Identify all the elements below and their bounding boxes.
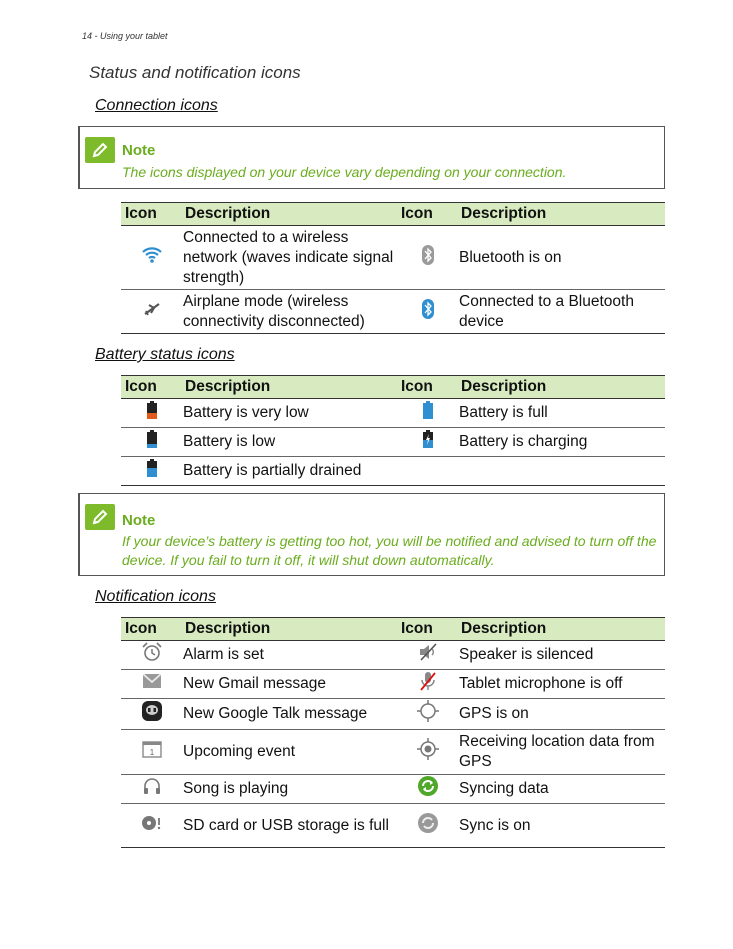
syncing-icon xyxy=(417,775,439,803)
table-row xyxy=(121,290,665,334)
description-cell: Alarm is set xyxy=(181,641,397,670)
svg-text:1: 1 xyxy=(149,748,155,757)
description-cell: Syncing data xyxy=(457,775,665,804)
description-cell: Sync is on xyxy=(457,804,665,848)
connection-heading: Connection icons xyxy=(95,97,218,114)
sync-on-icon xyxy=(417,812,439,840)
note-text: If your device’s battery is getting too hot, you will be notified and advised to turn off the device. If you fail to turn it off, it will shut down automatically. xyxy=(122,533,657,568)
battery-very-low-icon xyxy=(147,401,157,425)
battery-low-icon xyxy=(147,430,157,454)
description-cell: Tablet microphone is off xyxy=(457,670,665,699)
header-icon: Icon xyxy=(121,376,181,399)
header-description: Description xyxy=(457,376,665,399)
header-icon: Icon xyxy=(397,618,457,641)
alarm-icon xyxy=(141,642,163,668)
description-cell: Bluetooth is on xyxy=(457,226,665,290)
google-talk-icon xyxy=(141,700,163,728)
description-cell: New Google Talk message xyxy=(181,699,397,730)
description-cell: Connected to a wireless network (waves indicate signal strength) xyxy=(181,226,397,290)
header-icon: Icon xyxy=(397,203,457,226)
description-cell: Receiving location data from GPS xyxy=(457,730,665,775)
table-header-row xyxy=(121,618,665,641)
airplane-icon xyxy=(143,300,161,324)
table-header-row xyxy=(121,376,665,399)
description-cell: Airplane mode (wireless connectivity disconnected) xyxy=(181,290,397,334)
note-title: Note xyxy=(122,512,156,529)
table-row xyxy=(121,428,665,457)
table-row xyxy=(121,399,665,428)
header-description: Description xyxy=(457,618,665,641)
battery-charging-icon xyxy=(423,430,433,454)
microphone-off-icon xyxy=(419,670,437,698)
battery-heading: Battery status icons xyxy=(95,346,235,363)
header-description: Description xyxy=(181,376,397,399)
calendar-icon xyxy=(142,740,162,764)
notification-table xyxy=(121,617,665,848)
sd-card-full-icon xyxy=(140,813,164,839)
headphones-icon xyxy=(142,776,162,802)
notification-heading: Notification icons xyxy=(95,588,216,605)
header-description: Description xyxy=(457,203,665,226)
connection-table xyxy=(121,202,665,334)
description-cell: Upcoming event xyxy=(181,730,397,775)
description-cell: Connected to a Bluetooth device xyxy=(457,290,665,334)
gps-receiving-icon xyxy=(416,737,440,767)
header-description: Description xyxy=(181,203,397,226)
table-row xyxy=(121,804,665,848)
description-cell: Song is playing xyxy=(181,775,397,804)
description-cell: Battery is partially drained xyxy=(181,457,397,486)
header-description: Description xyxy=(181,618,397,641)
speaker-silenced-icon xyxy=(417,642,439,668)
description-cell: Battery is very low xyxy=(181,399,397,428)
table-row xyxy=(121,730,665,775)
bluetooth-icon xyxy=(421,244,435,272)
description-cell: Battery is low xyxy=(181,428,397,457)
description-cell: Battery is full xyxy=(457,399,665,428)
table-row xyxy=(121,775,665,804)
table-header-row xyxy=(121,203,665,226)
table-row xyxy=(121,226,665,290)
note-title: Note xyxy=(122,142,156,159)
gps-on-icon xyxy=(416,699,440,729)
table-row xyxy=(121,699,665,730)
description-cell: SD card or USB storage is full xyxy=(181,804,397,848)
description-cell: New Gmail message xyxy=(181,670,397,699)
table-row xyxy=(121,457,665,486)
description-cell: Battery is charging xyxy=(457,428,665,457)
gmail-icon xyxy=(142,673,162,695)
running-head: 14 - Using your tablet xyxy=(82,31,168,41)
description-cell: GPS is on xyxy=(457,699,665,730)
bluetooth-connected-icon xyxy=(421,298,435,326)
description-cell: Speaker is silenced xyxy=(457,641,665,670)
battery-note xyxy=(78,493,665,576)
note-pencil-icon xyxy=(85,504,115,530)
battery-full-icon xyxy=(423,401,433,425)
header-icon: Icon xyxy=(121,618,181,641)
battery-partial-icon xyxy=(147,459,157,483)
note-text: The icons displayed on your device vary depending on your connection. xyxy=(122,164,567,180)
table-row xyxy=(121,641,665,670)
connection-note xyxy=(78,126,665,189)
battery-table xyxy=(121,375,665,486)
table-row xyxy=(121,670,665,699)
header-icon: Icon xyxy=(397,376,457,399)
page-title: Status and notification icons xyxy=(89,63,301,82)
header-icon: Icon xyxy=(121,203,181,226)
wifi-icon xyxy=(142,246,162,270)
note-pencil-icon xyxy=(85,137,115,163)
